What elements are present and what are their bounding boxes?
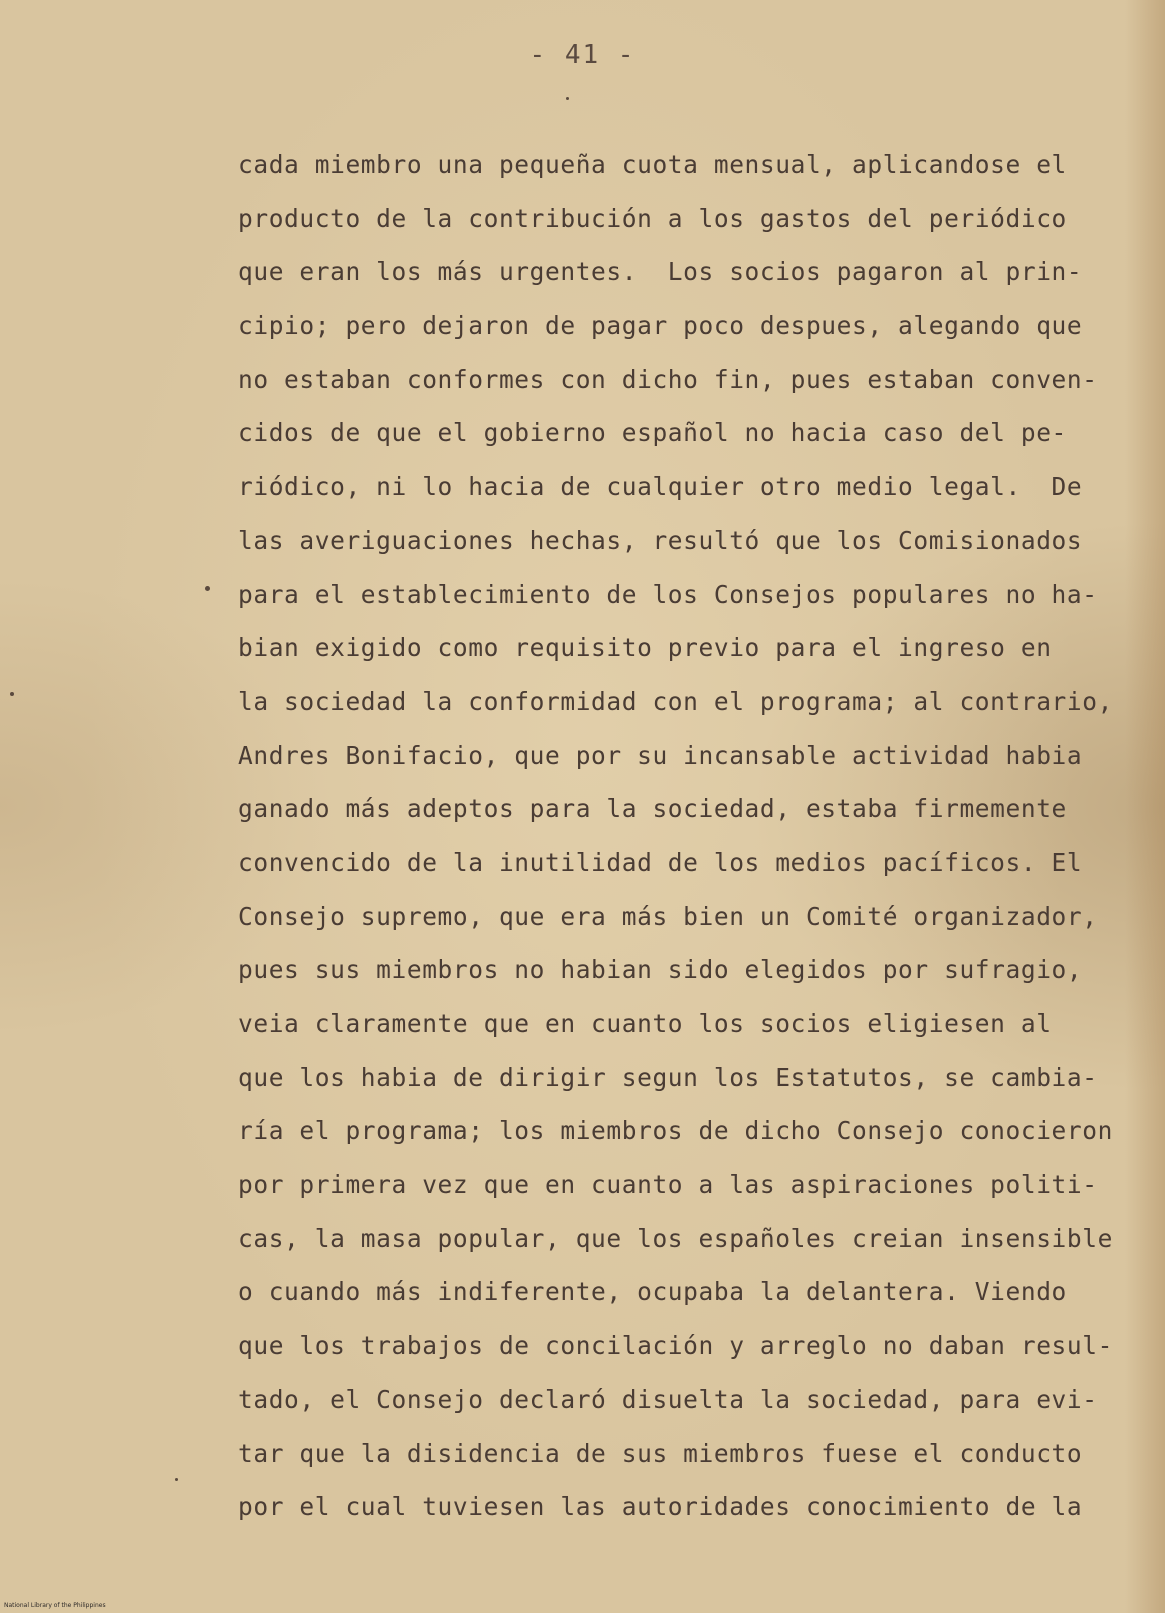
ink-speck	[175, 1478, 178, 1481]
text-line: la sociedad la conformidad con el programa; al contrario,	[238, 686, 1113, 716]
text-line: ganado más adeptos para la sociedad, estaba firmemente	[238, 794, 1067, 824]
text-line: para el establecimiento de los Consejos populares no ha-	[238, 579, 1098, 609]
text-line: ría el programa; los miembros de dicho Consejo conocieron	[238, 1116, 1113, 1146]
text-line: pues sus miembros no habian sido elegidos por sufragio,	[238, 955, 1083, 985]
text-line: cidos de que el gobierno español no hacia caso del pe-	[238, 418, 1067, 448]
text-line: bian exigido como requisito previo para el ingreso en	[238, 633, 1052, 663]
text-line: convencido de la inutilidad de los medios pacíficos. El	[238, 847, 1083, 877]
text-line: cas, la masa popular, que los españoles creian insensible	[238, 1223, 1113, 1253]
body-text	[238, 138, 1138, 1534]
text-line: riódico, ni lo hacia de cualquier otro medio legal. De	[238, 472, 1083, 502]
text-line: por el cual tuviesen las autoridades conocimiento de la	[238, 1492, 1083, 1522]
text-line: Consejo supremo, que era más bien un Comité organizador,	[238, 901, 1098, 931]
text-line: por primera vez que en cuanto a las aspiraciones politi-	[238, 1170, 1098, 1200]
text-line: que los habia de dirigir segun los Estatutos, se cambia-	[238, 1062, 1098, 1092]
text-line: tado, el Consejo declaró disuelta la sociedad, para evi-	[238, 1384, 1098, 1414]
text-line: que los trabajos de concilación y arreglo no daban resul-	[238, 1331, 1113, 1361]
text-line: tar que la disidencia de sus miembros fuese el conducto	[238, 1438, 1083, 1468]
text-line: producto de la contribución a los gastos del periódico	[238, 203, 1067, 233]
text-line: cada miembro una pequeña cuota mensual, aplicandose el	[238, 150, 1067, 179]
text-line: o cuando más indiferente, ocupaba la delantera. Viendo	[238, 1277, 1067, 1307]
page-number: - 41 -	[529, 40, 636, 70]
text-line: que eran los más urgentes. Los socios pagaron al prin-	[238, 257, 1083, 287]
ink-speck	[205, 586, 210, 591]
text-line: veia claramente que en cuanto los socios eligiesen al	[238, 1009, 1052, 1038]
text-line: las averiguaciones hechas, resultó que los Comisionados	[238, 525, 1083, 555]
text-line: Andres Bonifacio, que por su incansable actividad habia	[238, 740, 1083, 770]
ink-speck	[566, 97, 569, 100]
ink-speck	[10, 692, 14, 696]
text-line: no estaban conformes con dicho fin, pues estaban conven-	[238, 364, 1098, 394]
text-line: cipio; pero dejaron de pagar poco despues, alegando que	[238, 311, 1083, 341]
library-footer-credit: National Library of the Philippines	[4, 1602, 106, 1609]
